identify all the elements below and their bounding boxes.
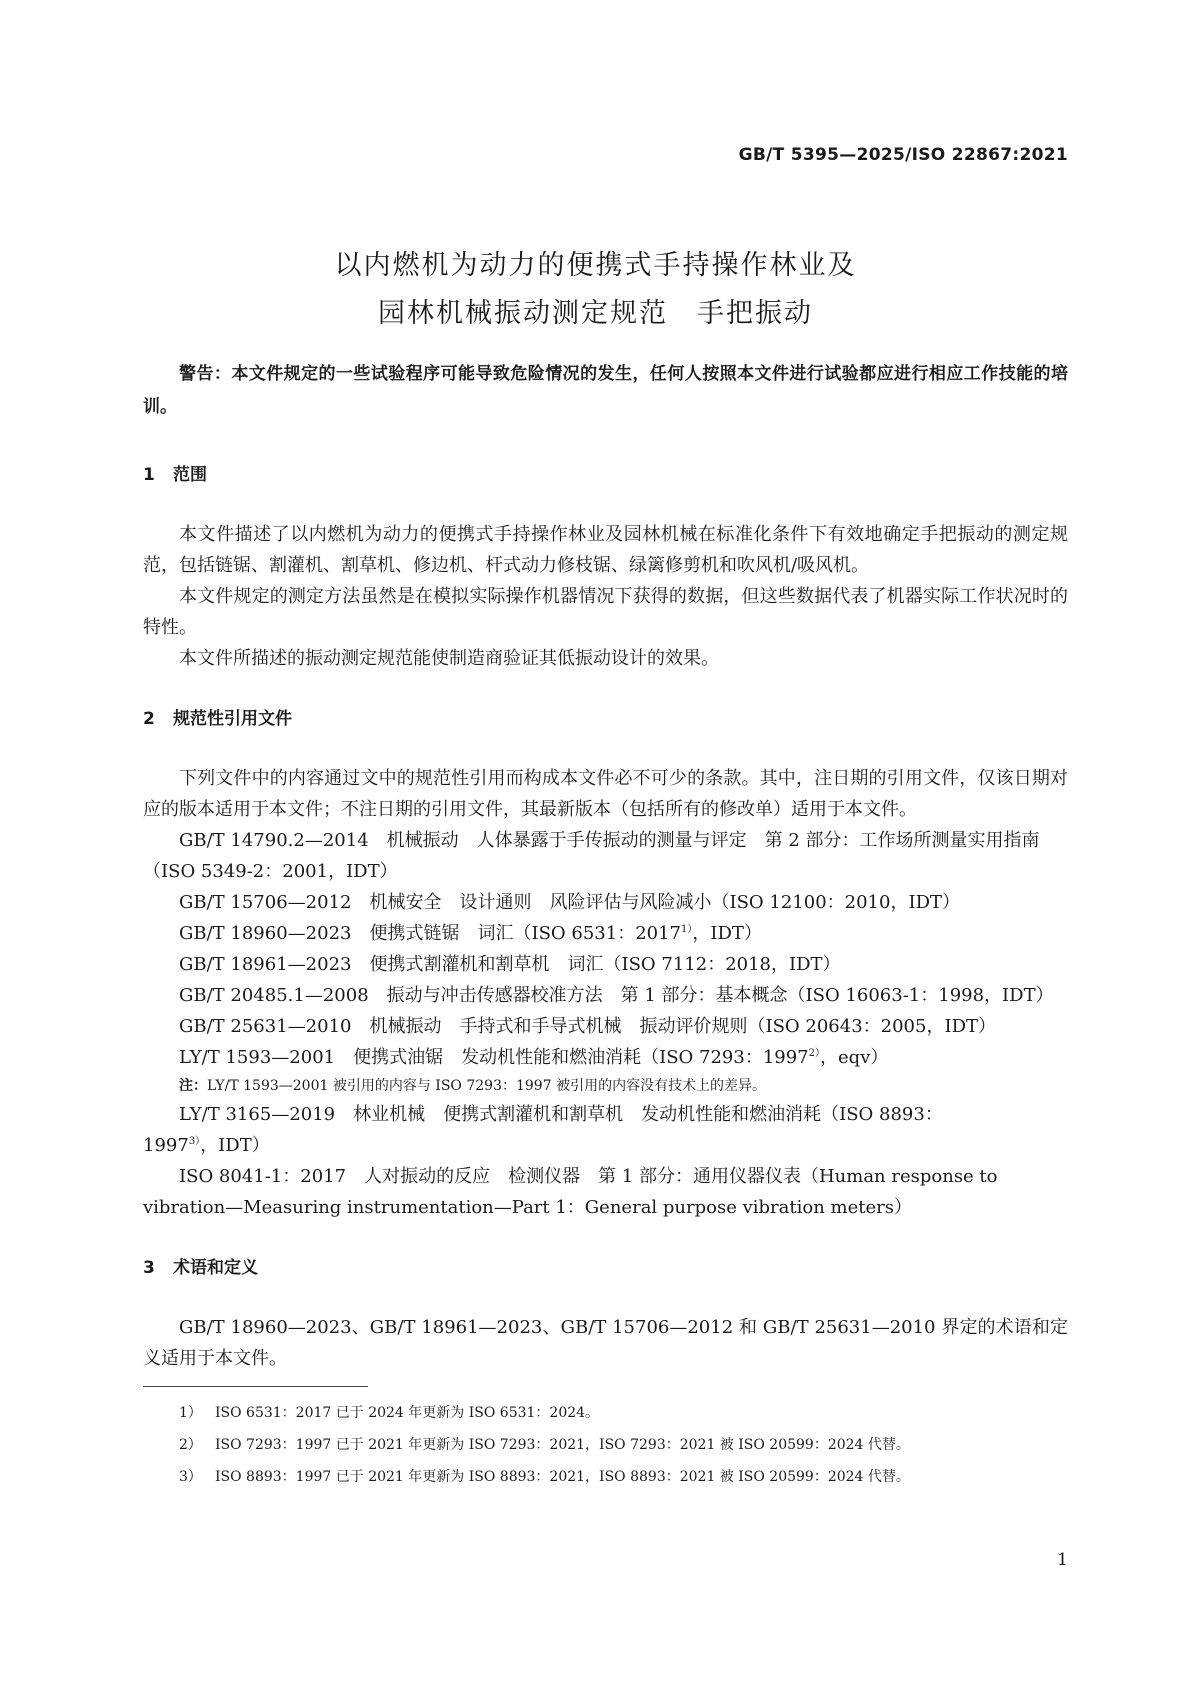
footnote: 1） ISO 6531：2017 已于 2024 年更新为 ISO 6531：2024。 xyxy=(179,1405,600,1421)
reference-note xyxy=(143,1073,1068,1099)
section-title: 范围 xyxy=(173,465,207,485)
note-text: LY/T 1593—2001 被引用的内容与 ISO 7293：1997 被引用的内容没有技术上的差异。 xyxy=(207,1078,767,1094)
section-number: 2 xyxy=(143,709,155,729)
paragraph: 下列文件中的内容通过文中的规范性引用而构成本文件必不可少的条款。其中，注日期的引用文件，仅该日期对应的版本适用于本文件；不注日期的引用文件，其最新版本（包括所有的修改单）适用于本文件。 xyxy=(143,768,1068,820)
reference-item: LY/T 3165—2019 林业机械 便携式割灌机和割草机 发动机性能和燃油消耗（ISO 8893：$1997^{3)}$，IDT） xyxy=(143,1104,943,1156)
section-scope xyxy=(143,460,1068,674)
reference-item: GB/T 18960—2023 便携式链锯 词汇（ISO 6531：$2017^{1)}$，IDT） xyxy=(179,923,762,944)
section-heading xyxy=(143,460,1068,491)
paragraph: 本文件规定的测定方法虽然是在模拟实际操作机器情况下获得的数据，但这些数据代表了机器实际工作状况时的特性。 xyxy=(143,586,1068,638)
footnote-divider xyxy=(143,1386,368,1387)
footnote: 3） ISO 8893：1997 已于 2021 年更新为 ISO 8893：2021，ISO 8893：2021 被 ISO 20599：2024 代替。 xyxy=(179,1469,910,1485)
section-heading xyxy=(143,1253,1068,1284)
section-title: 规范性引用文件 xyxy=(173,709,292,729)
title-line-2: 园林机械振动测定规范 手把振动 xyxy=(378,298,813,329)
footnote-ref: 1） xyxy=(681,924,693,935)
reference-item: ISO 8041-1：2017 人对振动的反应 检测仪器 第 1 部分：通用仪器仪表（Human response to vibration—Measuring instrumentation—Part 1：General purpose vibration meters） xyxy=(143,1166,998,1218)
warning-paragraph: 警告：本文件规定的一些试验程序可能导致危险情况的发生，任何人按照本文件进行试验都应进行相应工作技能的培训。 xyxy=(143,364,1068,417)
section-number: 3 xyxy=(143,1258,155,1278)
footnote-ref: 2） xyxy=(808,1048,821,1059)
reference-item: GB/T 18961—2023 便携式割灌机和割草机 词汇（ISO 7112：2018，IDT） xyxy=(179,954,841,975)
section-terms-definitions xyxy=(143,1253,1068,1374)
page-number: 1 xyxy=(1057,1550,1068,1570)
footnotes xyxy=(143,1397,1068,1493)
paragraph: GB/T 18960—2023、GB/T 18961—2023、GB/T 15706—2012 和 GB/T 25631—2010 界定的术语和定义适用于本文件。 xyxy=(143,1317,1068,1369)
reference-item: GB/T 15706—2012 机械安全 设计通则 风险评估与风险减小（ISO 12100：2010，IDT） xyxy=(179,892,961,913)
footnote: 2） ISO 7293：1997 已于 2021 年更新为 ISO 7293：2021，ISO 7293：2021 被 ISO 20599：2024 代替。 xyxy=(179,1437,910,1453)
section-normative-references xyxy=(143,704,1068,1223)
section-heading xyxy=(143,704,1068,735)
paragraph: 本文件所描述的振动测定规范能使制造商验证其低振动设计的效果。 xyxy=(179,648,719,669)
reference-item: GB/T 14790.2—2014 机械振动 人体暴露于手传振动的测量与评定 第 2 部分：工作场所测量实用指南（ISO 5349-2：2001，IDT） xyxy=(143,830,1040,882)
document-body xyxy=(143,358,1068,1493)
reference-item: LY/T 1593—2001 便携式油锯 发动机性能和燃油消耗（ISO 7293：$1997^{2)}$，eqv） xyxy=(179,1047,889,1068)
reference-item: GB/T 25631—2010 机械振动 手持式和手导式机械 振动评价规则（ISO 20643：2005，IDT） xyxy=(179,1016,997,1037)
note-label: 注： xyxy=(179,1078,207,1094)
document-title xyxy=(0,242,1191,338)
reference-item: GB/T 20485.1—2008 振动与冲击传感器校准方法 第 1 部分：基本概念（ISO 16063-1：1998，IDT） xyxy=(179,985,1054,1006)
title-line-1: 以内燃机为动力的便携式手持操作林业及 xyxy=(334,250,857,281)
standard-code: GB/T 5395—2025/ISO 22867:2021 xyxy=(738,145,1068,165)
footnote-ref: 3） xyxy=(188,1136,201,1147)
section-title: 术语和定义 xyxy=(173,1258,258,1278)
section-number: 1 xyxy=(143,465,155,485)
paragraph: 本文件描述了以内燃机为动力的便携式手持操作林业及园林机械在标准化条件下有效地确定手把振动的测定规范，包括链锯、割灌机、割草机、修边机、杆式动力修枝锯、绿篱修剪机和吹风机/吸风机。 xyxy=(143,524,1068,576)
